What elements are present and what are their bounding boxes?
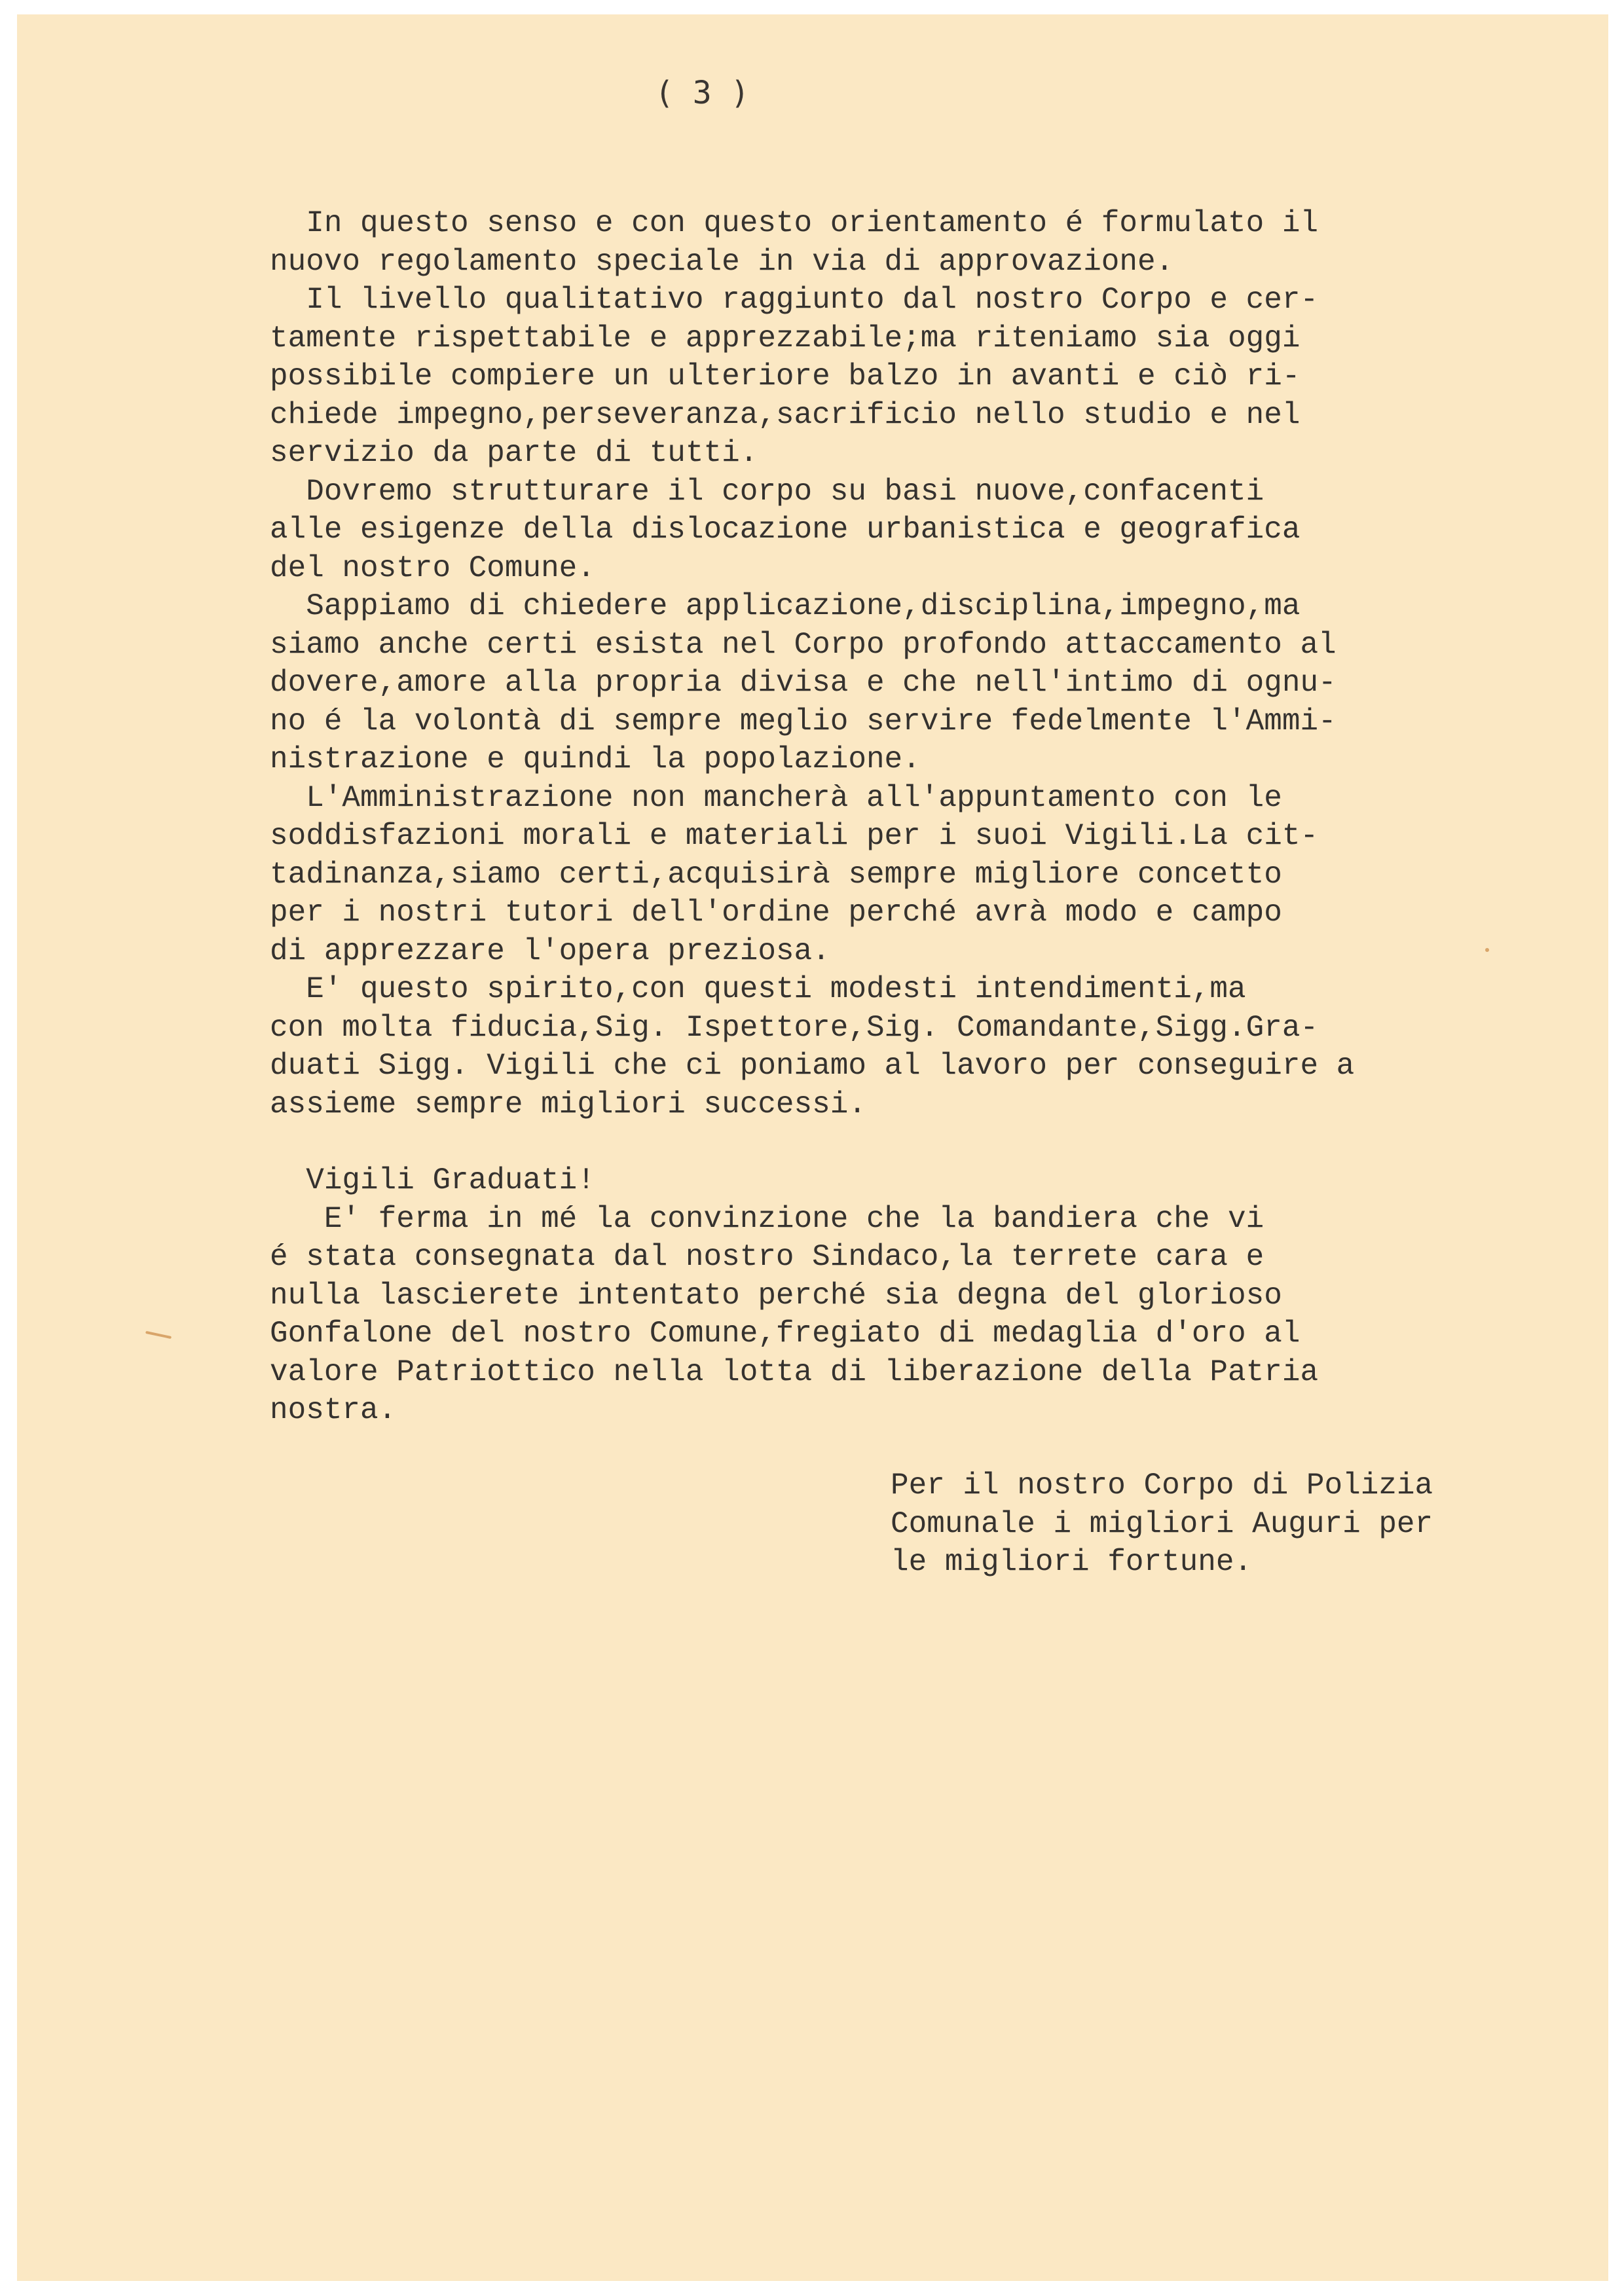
body-line: In questo senso e con questo orientamento é formulato il xyxy=(270,206,1319,240)
closing-line: le migliori fortune. xyxy=(891,1545,1253,1579)
body-line: nuovo regolamento speciale in via di approvazione. xyxy=(270,244,1174,279)
body-line: possibile compiere un ulteriore balzo in avanti e ciò ri- xyxy=(270,359,1301,393)
body-line: di apprezzare l'opera preziosa. xyxy=(270,934,830,968)
body-line: con molta fiducia,Sig. Ispettore,Sig. Comandante,Sigg.Gra- xyxy=(270,1010,1319,1045)
body-line: alle esigenze della dislocazione urbanistica e geografica xyxy=(270,513,1301,547)
margin-mark xyxy=(1485,948,1489,952)
body-line: servizio da parte di tutti. xyxy=(270,436,758,470)
body-line: del nostro Comune. xyxy=(270,551,595,585)
body-line: E' ferma in mé la convinzione che la bandiera che vi xyxy=(270,1201,1264,1236)
body-line: per i nostri tutori dell'ordine perché avrà modo e campo xyxy=(270,896,1282,930)
body-line: assieme sempre migliori successi. xyxy=(270,1087,866,1121)
body-line: nistrazione e quindi la popolazione. xyxy=(270,742,921,776)
closing-line: Per il nostro Corpo di Polizia xyxy=(891,1468,1433,1503)
closing-block xyxy=(891,1467,1433,1582)
body-line: nulla lascierete intentato perché sia degna del glorioso xyxy=(270,1278,1282,1313)
letter-body xyxy=(270,204,1354,1430)
body-line: duati Sigg. Vigili che ci poniamo al lavoro per conseguire a xyxy=(270,1049,1355,1083)
body-line: soddisfazioni morali e materiali per i suoi Vigili.La cit- xyxy=(270,819,1319,853)
page-number: ( 3 ) xyxy=(655,75,750,111)
body-line: tamente rispettabile e apprezzabile;ma riteniamo sia oggi xyxy=(270,321,1301,355)
margin-mark xyxy=(145,1331,172,1339)
blank-line xyxy=(270,1123,1354,1161)
salutation: Vigili Graduati! xyxy=(270,1163,595,1197)
closing-line: Comunale i migliori Auguri per xyxy=(891,1506,1433,1541)
body-line: E' questo spirito,con questi modesti intendimenti,ma xyxy=(270,972,1246,1006)
body-line: Gonfalone del nostro Comune,fregiato di medaglia d'oro al xyxy=(270,1317,1301,1351)
body-line: chiede impegno,perseveranza,sacrificio nello studio e nel xyxy=(270,397,1301,432)
body-line: siamo anche certi esista nel Corpo profondo attaccamento al xyxy=(270,627,1337,662)
body-line: é stata consegnata dal nostro Sindaco,la terrete cara e xyxy=(270,1240,1264,1274)
body-line: valore Patriottico nella lotta di liberazione della Patria xyxy=(270,1355,1319,1389)
body-line: dovere,amore alla propria divisa e che nell'intimo di ognu- xyxy=(270,666,1337,700)
body-line: Sappiamo di chiedere applicazione,disciplina,impegno,ma xyxy=(270,589,1301,623)
body-line: L'Amministrazione non mancherà all'appuntamento con le xyxy=(270,780,1282,815)
body-line: nostra. xyxy=(270,1393,397,1427)
document-page xyxy=(17,14,1608,2281)
body-line: Dovremo strutturare il corpo su basi nuove,confacenti xyxy=(270,474,1264,509)
body-line: no é la volontà di sempre meglio servire fedelmente l'Ammi- xyxy=(270,704,1337,738)
body-line: Il livello qualitativo raggiunto dal nostro Corpo e cer- xyxy=(270,283,1319,317)
body-line: tadinanza,siamo certi,acquisirà sempre migliore concetto xyxy=(270,857,1282,892)
